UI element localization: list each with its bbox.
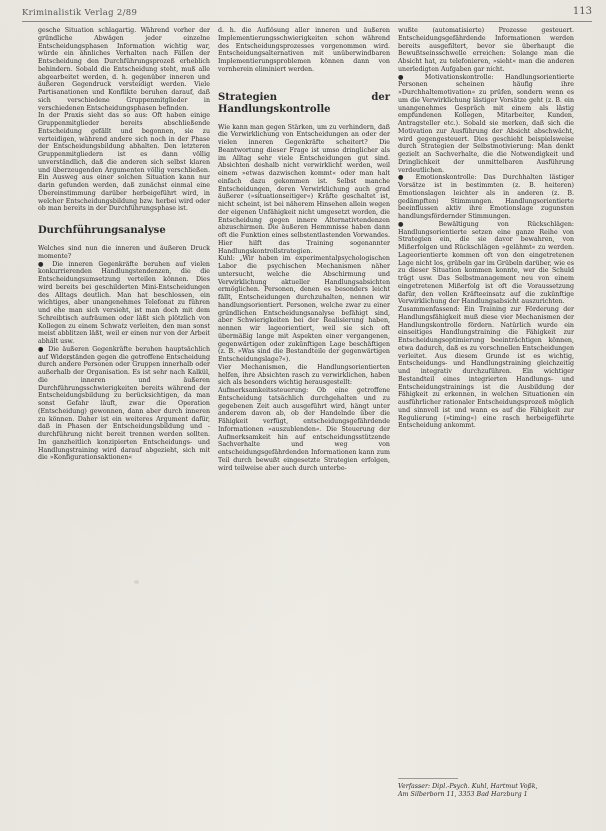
- scan-speck: [134, 580, 139, 584]
- paragraph: Wie kann man gegen Stärken, um zu verhindern, daß die Verwirklichung von Entscheidungen an oder der vielen inneren Gegenkräfte scheitert? Die Beantwortung dieser Frage ist umso dringlicher als im Alltag sehr viele Entscheidungen gut sind. Absichten deshalb nicht verwirklicht werden, weil einem »etwas dazwischen kommt« oder man halt einfach dazu gekommen ist. Selbst manche Entscheidungen, deren Verwirklichung auch grad äußerer (»situationseitiger«) Kräfte geschaltet ist, nicht scheint, ist bei näherem Hinsehen allein wegen der eigenen Unfähigkeit nicht umgesetzt worden, die Entscheidung gegen innere Alternativtendenzen abzuschirmen. Die äußeren Hemmnisse haben dann oft die Funktion eines selbstentlastenden Vorwandes. Hier hilft das Training sogenannter Handlungskontrollstrategien.: [218, 123, 390, 255]
- bullet-paragraph: ● Emotionskontrolle: Das Durchhalten lästiger Vorsätze ist in bestimmten (z. B. heiteren) Emotionslagen leichter als in anderen (z. B. gedämpften) Stimmungen. Handlungsorientierte beeinflussen aktiv ihre Emotionslage zugunsten handlungsfördernder Stimmungen.: [398, 174, 574, 220]
- paragraph: d. h. die Auflösung aller inneren und äußeren Implementierungsschwierigkeiten schon während des Entscheidungsprozesses vorgenommen wird. Entscheidungsalternativen mit unüberwindbaren Implementierungsproblemen können dann von vornherein eliminiert werden.: [218, 27, 390, 73]
- column-2: [218, 27, 390, 472]
- paragraph: Kuhl: „Wir haben im experimentalpsychologischen Labor die psychischen Mechanismen näher untersucht, welche die Abschirmung und Verwirklichung aktueller Handlungsabsichten ermöglichen. Personen, denen es besonders leicht fällt, Entscheidungen durchzuhalten, nennen wir handlungsorientiert. Personen, welche zwar zu einer gründlichen Entscheidungsanalyse befähigt sind, aber Schwierigkeiten bei der Realisierung haben, nennen wir lageorientiert, weil sie sich oft übermäßig lange mit Aspekten einer vergangenen, gegenwärtigen oder zukünftigen Lage beschäftigen (z. B. »Was sind die Bestandteile der gegenwärtigen Entscheidungslage?«).: [218, 255, 390, 363]
- column-3: [398, 27, 574, 430]
- paragraph: gesche Situation schlagartig. Während vorher der gründliche Abwägen jeder einzelne Entscheidungsphasen Information wichtig war, würde ein ähnliches Verhalten nach Fällen der Entscheidung den Durchführungsprozeß erheblich behindern. Sobald die Entscheidung steht, muß alle abgearbeitet werden, d. h. gegenüber inneren und äußeren Gegendruck versteidigt werden. Viele Partisanationen und Konflikte beruhen darauf, daß sich verschiedene Gruppenmitglieder in verschiedenen Entscheidungsphasen befinden.: [38, 27, 210, 112]
- bullet-paragraph: ● Die äußeren Gegenkräfte beruhen hauptsächlich auf Widerständen gegen die getroffene Entscheidung durch andere Personen oder Gruppen innerhalb oder außerhalb der Organisation. Es ist sehr nach Kalkül, die inneren und äußeren Durchführungsschwierigkeiten bereits während der Entscheidungsbildung zu berücksichtigen, da man sonst Gefahr läuft, zwar die Operation (Entscheidung) gewonnen, dann aber durch inneren zu können. Daher ist ein weiteres Argument dafür, daß in Phasen der Entscheidungsbildung und -durchführung nicht bereit trennen werden sollten. Im ganzheitlich konzipierten Entscheidungs- und Handlungstraining wird darauf abgezieht, sich mit die »Konfigurationsaktionen«: [38, 345, 210, 462]
- paragraph: wußte (automatisierte) Prozesse gesteuert. Entscheidungsgefährdende Informationen werden bereits ausgefiltert, bevor sie überhaupt die Bewußtseinsschwelle erreichen: Solange man die Absicht hat, zu telefonieren, »sieht« man die anderen unerledigten Aufgaben gar nicht.: [398, 27, 574, 73]
- scan-speck: [66, 356, 72, 362]
- journal-name: Kriminalistik Verlag 2/89: [22, 8, 138, 18]
- header-rule: [22, 21, 592, 22]
- section-heading-durchfuehrungsanalyse: Durchführungsanalyse: [38, 225, 166, 236]
- author-footer: [398, 778, 574, 799]
- bullet-paragraph: ● Bewältigung von Rückschlägen: Handlungsorientierte setzen eine ganze Reihe von Strategien ein, die sie davor bewahren, von Mißerfolgen und Rückschlägen »gelähmt« zu werden. Lageorientierte kommen oft von den eingetretenen Lage nicht los, grübeln gar im Grübeln darüber, wie es zu dieser Situation kommen konnte, wer die Schuld trägt usw. Das Selbstmanagement neu von einem eingetretenen Mißerfolg ist oft die Voraussetzung dafür, den vollen Kräfteeinsatz auf die zukünftige Verwirklichung der Handlungsabsicht auszurichten.: [398, 220, 574, 306]
- bullet-paragraph: ● Die inneren Gegenkräfte beruhen auf vielen konkurrierenden Handlungstendenzen, die die Entscheidungsumsetzung verteilen können. Dies wird bereits bei geschilderten Mini-Entscheidungen des Alltags deutlich. Man hat beschlossen, ein wichtiges, aber unangenehmes Telefonat zu führen und ehe man sich versieht, ist man doch mit dem Schreibtisch aufräumen oder läßt sich plötzlich von Kollegen zu einem Schwatz verleiten, den man sonst meist abblitzen läßt, weil er einen nur von der Arbeit abhält usw.: [38, 260, 210, 345]
- paragraph: Aufmerksamkeitssteuerung: Ob eine getroffene Entscheidung tatsächlich durchgehalten und zu gegebenen Zeit auch ausgeführt wird, hängt unter anderem davon ab, ob der Handelnde über die Fähigkeit verfügt, entscheidungsgefährdende Informationen »auszublenden«. Die Steuerung der Aufmerksamkeit hin auf entscheidungsstützende Sachverhalte und weg von entscheidungsgefährdenden Informationen kann zum Teil durch bewußt eingesetzte Strategien erfolgen, wird teilweise aber auch durch unterbe-: [218, 387, 390, 472]
- paragraph: Zusammenfassend: Ein Training zur Förderung der Handlungsfähigkeit muß diese vier Mechanismen der Handlungskontrolle fördern. Natürlich wurde ein einseitiges Handlungstraining die Fähigkeit zur Entscheidungsoptimierung beeinträchtigen können, etwa dadurch, daß es zu vorschnellen Entscheidungen verleitet. Aus diesem Grunde ist es wichtig, Entscheidungs- und Handlungstraining gleichzeitig und integrativ durchzuführen. Ein wichtiger Bestandteil eines integrierten Handlungs- und Entscheidungstrainings ist die Ausbildung der Fähigkeit zu erkennen, in welchen Situationen ein ausführlicher rationaler Entscheidungsprozeß möglich und sinnvoll ist und wann es auf die Fähigkeit zur Regulierung (»timing«) eine rasch herbeigeführte Entscheidung ankommt.: [398, 306, 574, 430]
- author-line: Verfasser: Dipl.-Psych. Kuhl, Hartmut Voßk,: [398, 783, 538, 790]
- page-header: [22, 6, 592, 20]
- paragraph: Welches sind nun die inneren und äußeren Druck momente?: [38, 245, 210, 260]
- bullet-paragraph: ● Motivationskontrolle: Handlungsorientierte Personen scheinen häufig ihre »Durchhaltemotivation« zu prüfen, sondern wenn es um die Verwirklichung lästiger Vorsätze geht (z. B. ein unangenehmes Gespräch mit einem als lästig empfundenen Kollegen, Mitarbeiter, Kunden, Antragsteller etc.). Sobald sie merken, daß sich die Motivation zur Ausführung der Absicht abschwächt, wird gegengesteuert. Dies geschieht beispielsweise durch Strategien der Selbstmotivierung: Man denkt gezielt an Sachverhalte, die die Notwendigkeit und Dringlichkeit der unmittelbaren Ausführung verdeutlichen.: [398, 73, 574, 174]
- address-line: Am Silberborn 11, 3353 Bad Harzburg 1: [398, 790, 528, 798]
- section-heading-handlungskontrolle: Strategien der Handlungskontrolle: [218, 91, 390, 115]
- page-number: 113: [572, 6, 592, 17]
- paragraph: In der Praxis sieht das so aus: Oft haben einige Gruppenmitglieder bereits abschließende Entscheidung gefällt und begonnen, sie zu verteidigen, während andere sich noch in der Phase der Entscheidungsbildung abhalten. Den letzteren Gruppenmitgliedern ist es dann völlig unverständlich, daß die anderen sich selbst klaren und überzeugenden Argumenten völlig verschließen. Ein Ausweg aus einer solchen Situation kann nur darin gefunden werden, daß zunächst einmal eine Übereinstimmung darüber herbeigeführt wird, in welcher Entscheidungsbildung bzw. herbei wird oder ob man bereits in der Durchführungsphase ist.: [38, 112, 210, 213]
- paragraph: Vier Mechanismen, die Handlungsorientierten helfen, ihre Absichten rasch zu verwirklichen, haben sich als besonders wichtig herausgestellt:: [218, 363, 390, 387]
- footer-rule: [398, 778, 458, 779]
- column-1: [38, 27, 210, 462]
